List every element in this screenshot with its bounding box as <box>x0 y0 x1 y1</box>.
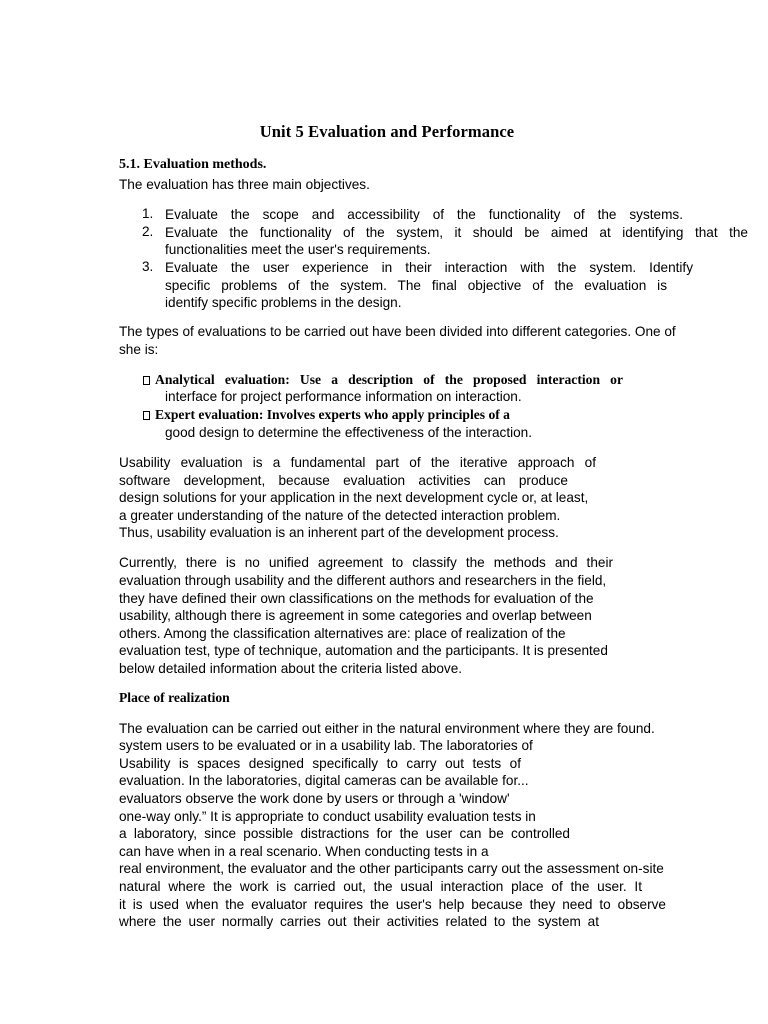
paragraph-line: Usability evaluation is a fundamental part of the iterative approach of <box>119 455 596 470</box>
bullet-head-text: Analytical evaluation: Use a description of the proposed interaction or <box>155 372 623 387</box>
paragraph-line: evaluators observe the work done by users or through a 'window' <box>119 791 510 806</box>
types-intro-line: she is: <box>119 342 159 357</box>
paragraph-line: Thus, usability evaluation is an inherent part of the development process. <box>119 525 559 540</box>
paragraph-line: evaluation test, type of technique, automation and the participants. It is presented <box>119 643 608 658</box>
list-number: 2. <box>142 224 154 239</box>
paragraph-line: real environment, the evaluator and the other participants carry out the assessment on-site <box>119 861 664 876</box>
paragraph-line: below detailed information about the criteria listed above. <box>119 661 463 676</box>
list-item-line: functionalities meet the user's requirements. <box>165 242 431 257</box>
bullet-cont-text: good design to determine the effectiveness of the interaction. <box>165 425 533 440</box>
paragraph-line: a greater understanding of the nature of the detected interaction problem. <box>119 508 561 523</box>
bullet-item <box>143 406 510 424</box>
paragraph-line: software development, because evaluation activities can produce <box>119 473 568 488</box>
bullet-item <box>143 371 625 389</box>
paragraph-line: natural where the work is carried out, the usual interaction place of the user. It <box>119 879 642 894</box>
section-heading: 5.1. Evaluation methods. <box>119 157 267 172</box>
paragraph-line: can have when in a real scenario. When conducting tests in a <box>119 844 489 859</box>
paragraph-line: a laboratory, since possible distractions for the user can be controlled <box>119 826 570 841</box>
checkbox-bullet-icon <box>143 411 150 420</box>
list-item-line: Evaluate the functionality of the system, it should be aimed at identifying that the <box>165 225 748 240</box>
intro-text: The evaluation has three main objectives. <box>119 177 370 192</box>
checkbox-bullet-icon <box>143 376 150 385</box>
paragraph-line: they have defined their own classifications on the methods for evaluation of the <box>119 591 594 606</box>
list-item-line: specific problems of the system. The final objective of the evaluation is <box>165 278 667 293</box>
paragraph-line: one-way only.” It is appropriate to conduct usability evaluation tests in <box>119 809 536 824</box>
paragraph-line: design solutions for your application in the next development cycle or, at least, <box>119 490 589 505</box>
types-intro-line: The types of evaluations to be carried out have been divided into different categories. One of <box>119 324 676 339</box>
paragraph-line: Usability is spaces designed specifically to carry out tests of <box>119 756 521 771</box>
paragraph-line: evaluation. In the laboratories, digital cameras can be available for... <box>119 773 529 788</box>
list-item-line: identify specific problems in the design. <box>165 295 402 310</box>
page-title: Unit 5 Evaluation and Performance <box>259 122 515 141</box>
paragraph-line: evaluation through usability and the different authors and researchers in the field, <box>119 573 607 588</box>
paragraph-line: others. Among the classification alternatives are: place of realization of the <box>119 626 566 641</box>
paragraph-line: where the user normally carries out their activities related to the system at <box>119 914 599 929</box>
paragraph-line: system users to be evaluated or in a usability lab. The laboratories of <box>119 738 533 753</box>
list-item-line: Evaluate the user experience in their interaction with the system. Identify <box>165 260 693 275</box>
paragraph-line: usability, although there is agreement in some categories and overlap between <box>119 608 592 623</box>
paragraph-line: Currently, there is no unified agreement to classify the methods and their <box>119 555 613 570</box>
place-heading: Place of realization <box>119 690 230 705</box>
bullet-cont-text: interface for project performance information on interaction. <box>165 389 522 404</box>
paragraph-line: it is used when the evaluator requires the user's help because they need to observe <box>119 897 666 912</box>
list-number: 1. <box>142 206 154 221</box>
paragraph-line: The evaluation can be carried out either in the natural environment where they are found. <box>119 721 655 736</box>
list-item-line: Evaluate the scope and accessibility of the functionality of the systems. <box>165 207 683 222</box>
bullet-head-text: Expert evaluation: Involves experts who apply principles of a <box>155 407 510 422</box>
list-number: 3. <box>142 259 154 274</box>
